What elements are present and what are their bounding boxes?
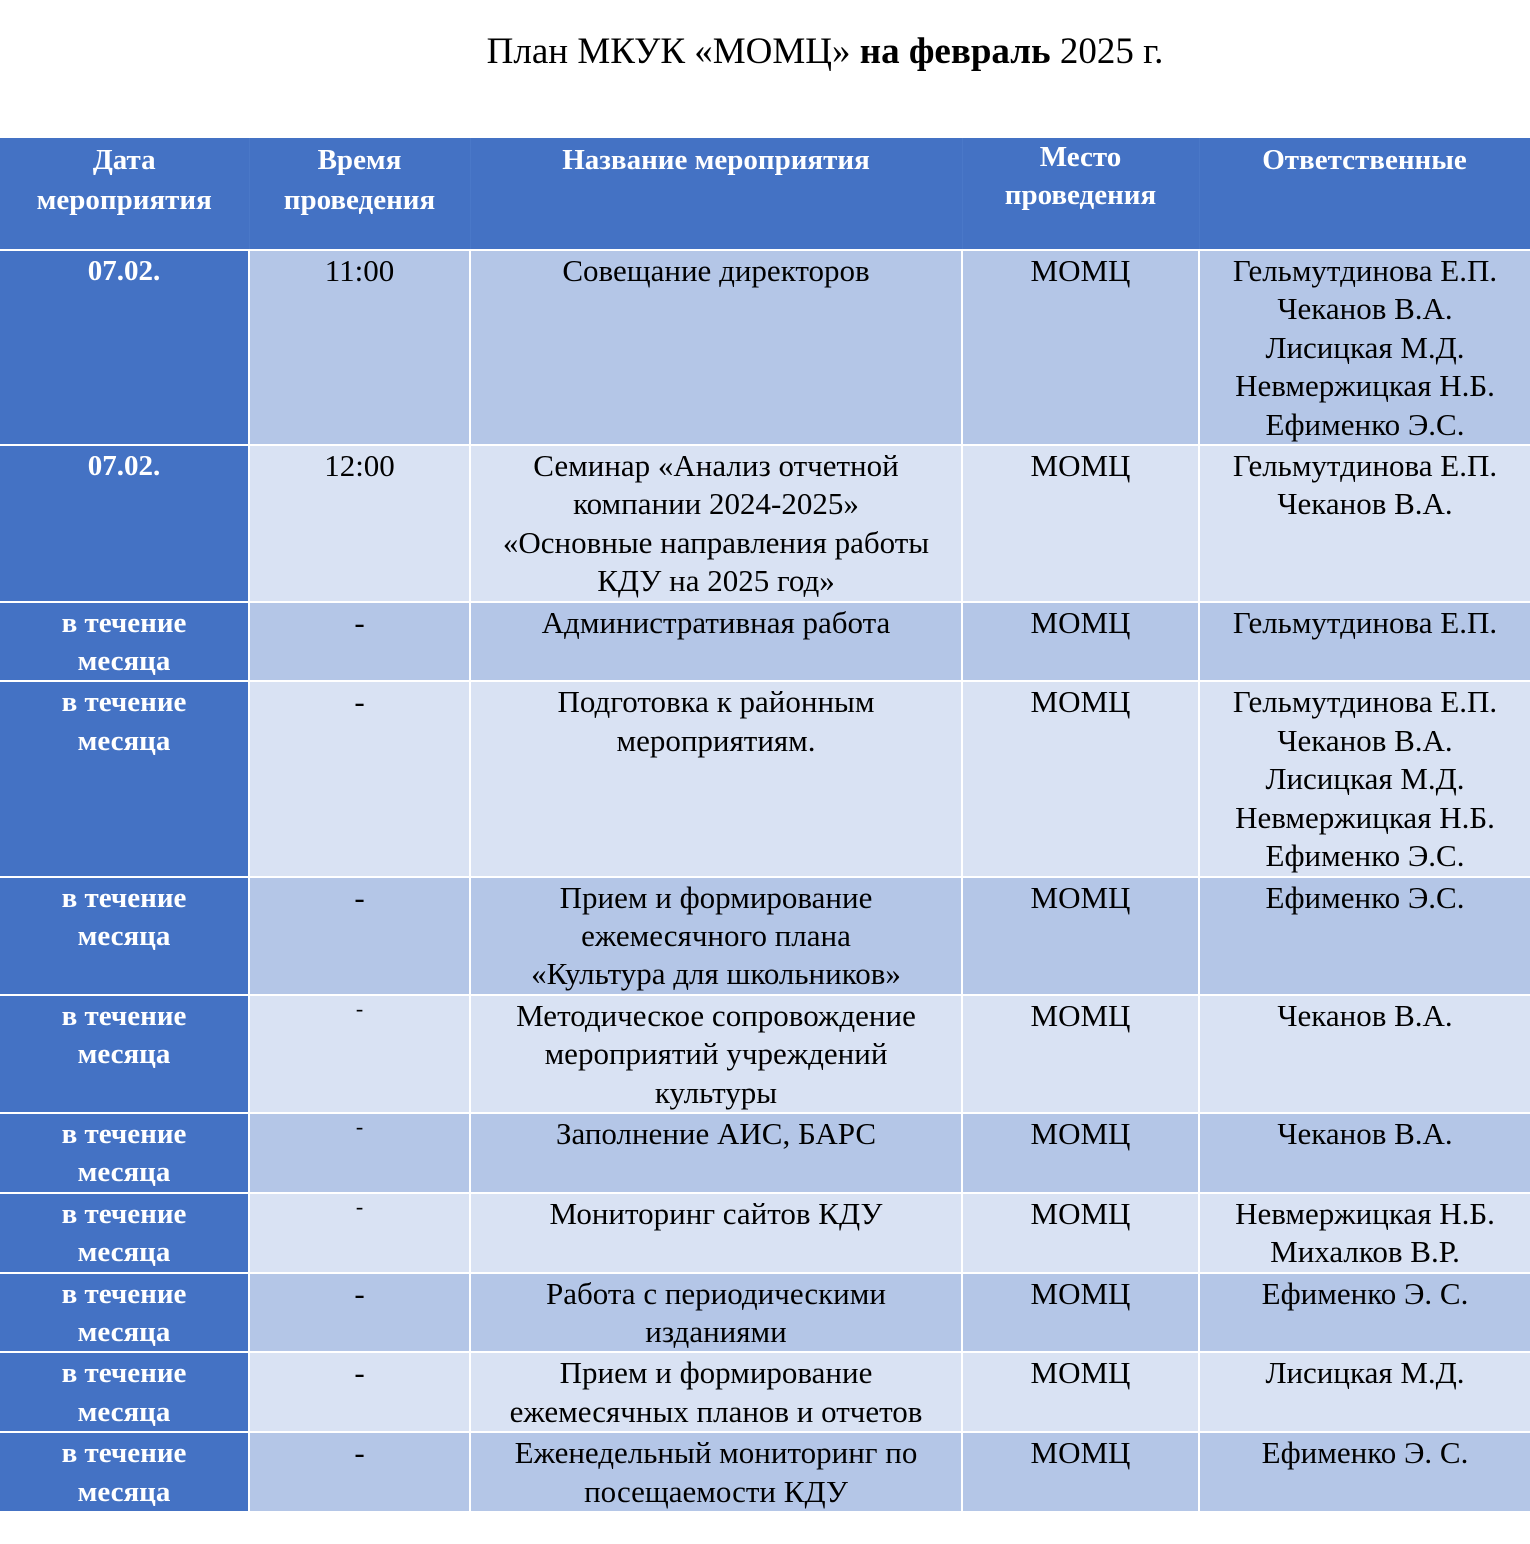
table-row [0,995,1530,1113]
time-value: - [354,1435,365,1471]
event-name-cell [470,250,962,445]
event-name-line: посещаемости КДУ [584,1473,848,1509]
header-date [0,138,249,250]
responsible-cell [1199,1193,1530,1273]
title-part-3: 2025 г. [1050,31,1164,72]
event-name-line: Подготовка к районным [557,684,875,720]
event-name-line: мероприятий учреждений [544,1036,888,1072]
date-cell [0,1113,249,1193]
page-title [0,28,1530,76]
time-value: 12:00 [324,448,395,484]
responsible-name: Невмержицкая Н.Б. [1235,1195,1495,1231]
event-name-line: изданиями [645,1313,787,1349]
header-line: мероприятия [36,184,212,216]
place-cell [962,877,1199,995]
date-cell [0,1273,249,1353]
table-body [0,250,1530,1511]
responsible-cell [1199,681,1530,876]
responsible-name: Ефименко Э. С. [1261,1275,1469,1311]
time-cell [249,1193,470,1273]
title-part-2: на февраль [859,31,1051,72]
time-value: - [354,604,365,640]
responsible-name: Ефименко Э.С. [1265,838,1465,874]
responsible-name: Чеканов В.А. [1277,997,1453,1033]
date-line: в течение [61,606,187,639]
time-value: - [354,684,365,720]
table-header-row [0,138,1530,250]
date-line: месяца [77,1395,171,1428]
table-row [0,877,1530,995]
time-cell [249,681,470,876]
date-line: месяца [77,1475,171,1508]
header-line: Время [317,144,402,176]
responsible-name: Чеканов В.А. [1277,722,1453,758]
place-value: МОМЦ [1030,1275,1131,1311]
time-cell [249,1113,470,1193]
place-cell [962,1193,1199,1273]
event-name-line: Семинар «Анализ отчетной [533,448,899,484]
place-value: МОМЦ [1030,604,1131,640]
time-cell [249,1432,470,1511]
responsible-name: Невмержицкая Н.Б. [1235,368,1495,404]
responsible-cell [1199,602,1530,682]
header-line: Название мероприятия [562,144,870,176]
table-row [0,1432,1530,1511]
date-line: 07.02. [87,450,161,483]
date-line: в течение [61,1277,187,1310]
responsible-name: Гельмутдинова Е.П. [1232,253,1498,288]
responsible-cell [1199,1352,1530,1432]
event-name-cell [470,1113,962,1193]
place-value: МОМЦ [1030,684,1131,720]
event-name-line: Прием и формирование [559,1355,873,1391]
responsible-name: Гельмутдинова Е.П. [1232,448,1498,484]
event-name-cell [470,1432,962,1511]
responsible-name: Чеканов В.А. [1277,291,1453,327]
date-cell [0,877,249,995]
header-line: проведения [283,184,436,216]
events-table [0,138,1530,1511]
event-name-line: ежемесячного плана [581,917,851,953]
responsible-name: Невмержицкая Н.Б. [1235,799,1495,835]
responsible-cell [1199,1432,1530,1511]
time-value: 11:00 [324,253,395,288]
place-value: МОМЦ [1030,997,1131,1033]
header-line: Ответственные [1262,144,1467,176]
time-value: - [355,1193,364,1219]
responsible-cell [1199,877,1530,995]
responsible-name: Михалков В.Р. [1270,1234,1460,1270]
event-name-line: Прием и формирование [559,879,873,915]
place-cell [962,995,1199,1113]
header-time [249,138,470,250]
place-cell [962,1113,1199,1193]
event-name-line: КДУ на 2025 год» [597,563,835,599]
time-cell [249,250,470,445]
place-value: МОМЦ [1030,448,1131,484]
header-name [470,138,962,250]
date-line: в течение [61,1197,187,1230]
time-cell [249,602,470,682]
title-part-1: План МКУК «МОМЦ» [486,31,860,72]
date-line: в течение [61,999,187,1032]
place-value: МОМЦ [1030,253,1131,288]
place-cell [962,1432,1199,1511]
event-name-line: Еженедельный мониторинг по [514,1435,918,1471]
event-name-line: компании 2024-2025» [573,486,859,522]
place-value: МОМЦ [1030,879,1131,915]
responsible-name: Ефименко Э.С. [1265,879,1465,915]
table-row [0,1113,1530,1193]
event-name-cell [470,995,962,1113]
time-value: - [355,1113,364,1139]
date-cell [0,602,249,682]
place-value: МОМЦ [1030,1435,1131,1471]
header-line: проведения [1004,179,1157,211]
place-cell [962,445,1199,602]
event-name-line: Административная работа [541,604,891,640]
event-name-line: Заполнение АИС, БАРС [555,1115,877,1151]
date-line: в течение [61,1437,187,1470]
event-name-cell [470,681,962,876]
responsible-name: Лисицкая М.Д. [1265,761,1465,797]
table-row [0,445,1530,602]
responsible-name: Гельмутдинова Е.П. [1232,604,1498,640]
responsible-cell [1199,445,1530,602]
responsible-name: Лисицкая М.Д. [1265,329,1465,365]
time-value: - [354,879,365,915]
event-name-cell [470,877,962,995]
date-cell [0,1432,249,1511]
date-line: месяца [77,919,171,952]
event-name-line: Совещание директоров [562,253,870,288]
time-value: - [355,995,364,1021]
responsible-cell [1199,995,1530,1113]
time-cell [249,1352,470,1432]
event-name-line: Работа с периодическими [546,1275,886,1311]
date-line: в течение [61,686,187,719]
responsible-name: Ефименко Э.С. [1265,406,1465,442]
place-cell [962,250,1199,445]
time-value: - [354,1355,365,1391]
header-line: Дата [92,144,156,176]
date-cell [0,681,249,876]
responsible-cell [1199,1113,1530,1193]
time-cell [249,877,470,995]
event-name-line: ежемесячных планов и отчетов [509,1393,923,1429]
header-line: Место [1039,141,1122,173]
event-name-line: «Основные направления работы [502,524,930,560]
date-line: месяца [77,1236,171,1269]
responsible-name: Ефименко Э. С. [1261,1435,1469,1471]
table-row [0,681,1530,876]
place-value: МОМЦ [1030,1195,1131,1231]
event-name-cell [470,602,962,682]
time-cell [249,1273,470,1353]
date-cell [0,995,249,1113]
table-row [0,1193,1530,1273]
event-name-line: Методическое сопровождение [516,997,916,1033]
place-value: МОМЦ [1030,1355,1131,1391]
date-line: месяца [77,1315,171,1348]
date-line: 07.02. [87,255,161,287]
date-line: месяца [77,1038,171,1071]
place-cell [962,1273,1199,1353]
date-line: месяца [77,724,171,757]
responsible-name: Чеканов В.А. [1277,486,1453,522]
date-cell [0,250,249,445]
date-line: в течение [61,1357,187,1390]
table-row [0,1352,1530,1432]
event-name-line: культуры [654,1074,778,1110]
table-row [0,602,1530,682]
event-name-line: Мониторинг сайтов КДУ [549,1195,883,1231]
event-name-line: мероприятиям. [616,722,816,758]
responsible-name: Лисицкая М.Д. [1265,1355,1465,1391]
place-cell [962,602,1199,682]
responsible-name: Гельмутдинова Е.П. [1232,684,1498,720]
event-name-line: «Культура для школьников» [531,956,901,992]
place-value: МОМЦ [1030,1115,1131,1151]
event-name-cell [470,1193,962,1273]
responsible-cell [1199,250,1530,445]
time-cell [249,995,470,1113]
date-line: месяца [77,1156,171,1189]
event-name-cell [470,1273,962,1353]
time-cell [249,445,470,602]
date-line: в течение [61,881,187,914]
date-line: в течение [61,1117,187,1150]
place-cell [962,1352,1199,1432]
header-place [962,138,1199,250]
time-value: - [354,1275,365,1311]
header-responsible [1199,138,1530,250]
table-row [0,1273,1530,1353]
event-name-cell [470,1352,962,1432]
date-line: месяца [77,645,171,678]
date-cell [0,1193,249,1273]
date-cell [0,445,249,602]
event-name-cell [470,445,962,602]
table-row [0,250,1530,445]
date-cell [0,1352,249,1432]
responsible-name: Чеканов В.А. [1277,1115,1453,1151]
place-cell [962,681,1199,876]
responsible-cell [1199,1273,1530,1353]
